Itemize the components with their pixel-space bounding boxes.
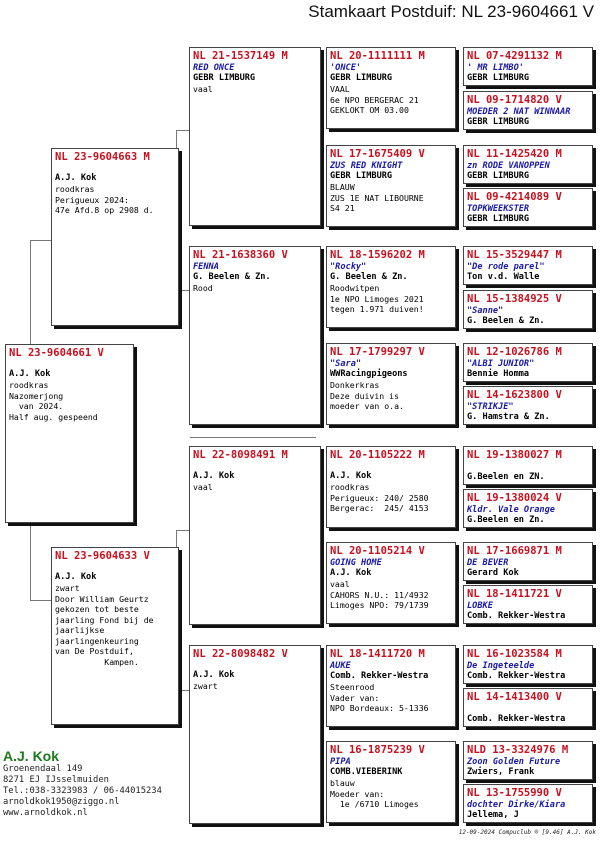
breeder: A.J. Kok [193,670,235,680]
note-line: Perigueux: 240/ 2580 [330,492,429,503]
pigeon-name: "ALBI JUNIOR" [467,359,535,369]
breeder: G. Beelen & Zn. [193,272,271,282]
breeder: G. Beelen & Zn. [330,272,408,282]
pigeon-name: "Sara" [330,359,362,369]
breeder: GEBR LIMBURG [193,73,256,83]
breeder: GEBR LIMBURG [330,73,393,83]
note-line: vaal [330,579,350,589]
pigeon-card-gen4[interactable] [463,145,593,184]
pigeon-name: DE BEVER [467,558,509,568]
connector-line [30,600,52,601]
pigeon-card-sire[interactable] [51,148,179,326]
owner-block [3,748,193,819]
connector-line [176,130,190,131]
ring-number: NLD 13-3324976 M [467,744,569,756]
pigeon-card-gen4[interactable] [463,290,593,329]
ring-number: NL 18-1411720 M [330,648,425,660]
connector-line [30,240,31,345]
pigeon-name: LOBKE [467,601,493,611]
ring-number: NL 14-1413400 V [467,691,562,703]
owner-email[interactable]: arnoldkok1950@ziggo.nl [3,797,120,807]
note-line: S4 21 [330,203,355,213]
pigeon-card-gen4[interactable] [463,542,593,581]
pigeon-card-gen2[interactable] [189,645,321,824]
pigeon-card-gen4[interactable] [463,784,593,823]
pigeon-card-gen4[interactable] [463,446,593,485]
pigeon-card-gen4[interactable] [463,188,593,227]
ring-number: NL 21-1537149 M [193,50,288,62]
pigeon-card-gen3[interactable] [326,741,456,823]
note-line: Bergerac: 245/ 4153 [330,503,429,513]
pigeon-card-gen3[interactable] [326,542,456,624]
pigeon-name: 'ONCE' [330,63,362,73]
pigeon-card-gen4[interactable] [463,489,593,528]
breeder: A.J. Kok [330,568,372,578]
breeder: COMB.VIEBERINK [330,767,403,777]
note-line: NPO Bordeaux: 5-1336 [330,703,429,713]
note-line: Steenrood [330,682,375,692]
pigeon-card-gen4[interactable] [463,688,593,727]
breeder: A.J. Kok [9,369,51,379]
ring-number: NL 14-1623800 V [467,389,562,401]
breeder: A.J. Kok [193,471,235,481]
note-line: jaarlingenkeuring [55,635,139,646]
breeder: G.Beelen en Zn. [467,515,545,525]
ring-number: NL 22-8098491 M [193,449,288,461]
breeder: GEBR LIMBURG [467,171,530,181]
pigeon-card-subject[interactable] [5,344,134,523]
note-line: van De Postduif, [55,646,134,656]
pigeon-card-gen4[interactable] [463,645,593,684]
note-line: vaal [193,482,213,492]
pigeon-name: RED ONCE [193,63,235,73]
breeder: Comb. Rekker-Westra [467,611,566,621]
note-line: jaarling Fond bij de [55,614,154,625]
note-line: roodkras [330,482,370,492]
note-line: 6e NPO BERGERAC 21 [330,94,419,105]
note-line: Half aug. gespeend [9,411,98,422]
note-line: Nazomerjong [9,390,64,401]
note-line: blauw [330,778,355,788]
breeder: WWRacingpigeons [330,369,408,379]
pigeon-name: De Ingeteelde [467,661,535,671]
pigeon-name: Kldr. Vale Orange [467,505,555,515]
ring-number: NL 12-1026786 M [467,346,562,358]
note-line: Donkerkras [330,380,380,390]
breeder: A.J. Kok [55,173,97,183]
note-line: Deze duivin is [330,390,400,401]
connector-line [30,240,52,241]
pigeon-card-gen4[interactable] [463,585,593,624]
pigeon-card-gen3[interactable] [326,446,456,528]
pigeon-name: AUKE [330,661,351,671]
pigeon-card-gen3[interactable] [326,645,456,727]
ring-number: NL 09-4214089 V [467,191,562,203]
ring-number: NL 16-1875239 V [330,744,425,756]
pigeon-card-gen2[interactable] [189,446,321,625]
note-line: 1e /6710 Limoges [330,799,419,809]
breeder: GEBR LIMBURG [467,73,530,83]
breeder: GEBR LIMBURG [467,117,530,127]
pigeon-name: MOEDER 2 NAT WINNAAR [467,107,571,117]
ring-number: NL 18-1411721 V [467,588,562,600]
pigeon-name: ' MR LIMBO' [467,63,524,73]
ring-number: NL 17-1669871 M [467,545,562,557]
ring-number: NL 09-1714820 V [467,94,562,106]
note-line: zwart [193,681,218,691]
pigeon-card-gen4[interactable] [463,246,593,285]
breeder: G.Beelen en ZN. [467,472,545,482]
note-line: ZUS 1E NAT LIBOURNE [330,192,424,203]
note-line: Perigueux 2024: [55,194,129,205]
breeder: Gerard Kok [467,568,519,578]
note-line: 1e NPO Limoges 2021 [330,293,424,304]
pigeon-name: "STRIKJE" [467,402,514,412]
ring-number: NL 19-1380027 M [467,449,562,461]
pigeon-card-gen3[interactable] [326,246,456,328]
ring-number: NL 23-9604661 V [9,347,104,359]
footer-credit: 12-09-2024 Compuclub ® [9.46] A.J. Kok [458,829,596,836]
note-line: GEKLOKT OM 03.00 [330,105,409,115]
ring-number: NL 11-1425420 M [467,148,562,160]
breeder: A.J. Kok [330,471,372,481]
note-line: Door William Geurtz [55,593,149,604]
ring-number: NL 23-9604663 M [55,151,150,163]
ring-number: NL 20-1111111 M [330,50,425,62]
ring-number: NL 20-1105222 M [330,449,425,461]
pigeon-card-gen2[interactable] [189,246,321,425]
breeder: G. Beelen & Zn. [467,316,545,326]
pigeon-card-gen3[interactable] [326,145,456,227]
pigeon-name: TOPKWEEKSTER [467,204,530,214]
ring-number: NL 16-1023584 M [467,648,562,660]
breeder: Comb. Rekker-Westra [330,671,429,681]
pigeon-card-gen3[interactable] [326,47,456,129]
breeder: A.J. Kok [55,572,97,582]
owner-postcode: 8271 EJ IJsselmuiden [3,775,109,785]
pigeon-name: "Sanne" [467,306,504,316]
note-line: jaarlijkse [55,625,105,635]
connector-line [176,530,190,531]
owner-phone: Tel.:038-3323983 / 06-44015234 [3,786,162,796]
pigeon-name: GOING HOME [330,558,382,568]
pigeon-card-gen4[interactable] [463,91,593,130]
note-line: gekozen tot beste [55,604,139,614]
pigeon-card-gen2[interactable] [189,47,321,226]
owner-name: A.J. Kok [3,748,60,764]
owner-website[interactable]: www.arnoldkok.nl [3,808,88,818]
note-line: Roodwitpen [330,283,380,293]
note-line: Kampen. [55,656,139,667]
note-line: Vader van: [330,692,380,703]
note-line: BLAUW [330,182,355,192]
ring-number: NL 21-1638360 V [193,249,288,261]
note-line: CAHORS N.U.: 11/4932 [330,589,429,600]
pigeon-name: ZUS RED KNIGHT [330,161,403,171]
breeder: Comb. Rekker-Westra [467,671,566,681]
note-line: moeder van o.a. [330,401,404,411]
ring-number: NL 15-3529447 M [467,249,562,261]
breeder: Bennie Homma [467,369,530,379]
breeder: Ton v.d. Walle [467,272,540,282]
breeder: Comb. Rekker-Westra [467,714,566,724]
ring-number: NL 07-4291132 M [467,50,562,62]
pigeon-card-gen4[interactable] [463,47,593,86]
pigeon-name: "De rode parel" [467,262,545,272]
note-line: vaal [193,84,213,94]
ring-number: NL 22-8098482 V [193,648,288,660]
note-line: roodkras [9,380,49,390]
pigeon-name: zn RODE VANOPPEN [467,161,550,171]
pigeon-name: "Rocky" [330,262,367,272]
breeder: GEBR LIMBURG [467,214,530,224]
ring-number: NL 13-1755990 V [467,787,562,799]
ring-number: NL 18-1596202 M [330,249,425,261]
pigeon-name: Zoon Golden Future [467,757,561,767]
note-line: Moeder van: [330,788,385,799]
ring-number: NL 23-9604633 V [55,550,150,562]
ring-number: NL 19-1380024 V [467,492,562,504]
note-line: VAAL [330,84,350,94]
breeder: Jellema, J [467,810,519,820]
connector-line [30,522,31,600]
note-line: 47e Afd.8 op 2908 d. [55,205,154,215]
note-line: tegen 1.971 duiven! [330,304,424,314]
pigeon-card-gen3[interactable] [326,343,456,425]
pigeon-name: FENNA [193,262,219,272]
connector-line [190,437,316,438]
pigeon-card-dam[interactable] [51,547,179,725]
ring-number: NL 17-1799297 V [330,346,425,358]
pigeon-card-gen4[interactable] [463,386,593,425]
ring-number: NL 15-1384925 V [467,293,562,305]
note-line: Rood [193,283,213,293]
ring-number: NL 20-1105214 V [330,545,425,557]
pigeon-name: PIPA [330,757,351,767]
page-title: Stamkaart Postduif: NL 23-9604661 V [308,2,594,21]
note-line: zwart [55,583,80,593]
note-line: Limoges NPO: 79/1739 [330,600,429,610]
pigeon-card-gen4[interactable] [463,741,593,780]
note-line: van 2024. [9,401,64,411]
owner-address: Groenendaal 149 [3,764,83,774]
pigeon-card-gen4[interactable] [463,343,593,382]
breeder: Zwiers, Frank [467,767,535,777]
note-line: roodkras [55,184,95,194]
breeder: G. Hamstra & Zn. [467,412,550,422]
ring-number: NL 17-1675409 V [330,148,425,160]
breeder: GEBR LIMBURG [330,171,393,181]
pigeon-name: dochter Dirke/Kiara [467,800,566,810]
